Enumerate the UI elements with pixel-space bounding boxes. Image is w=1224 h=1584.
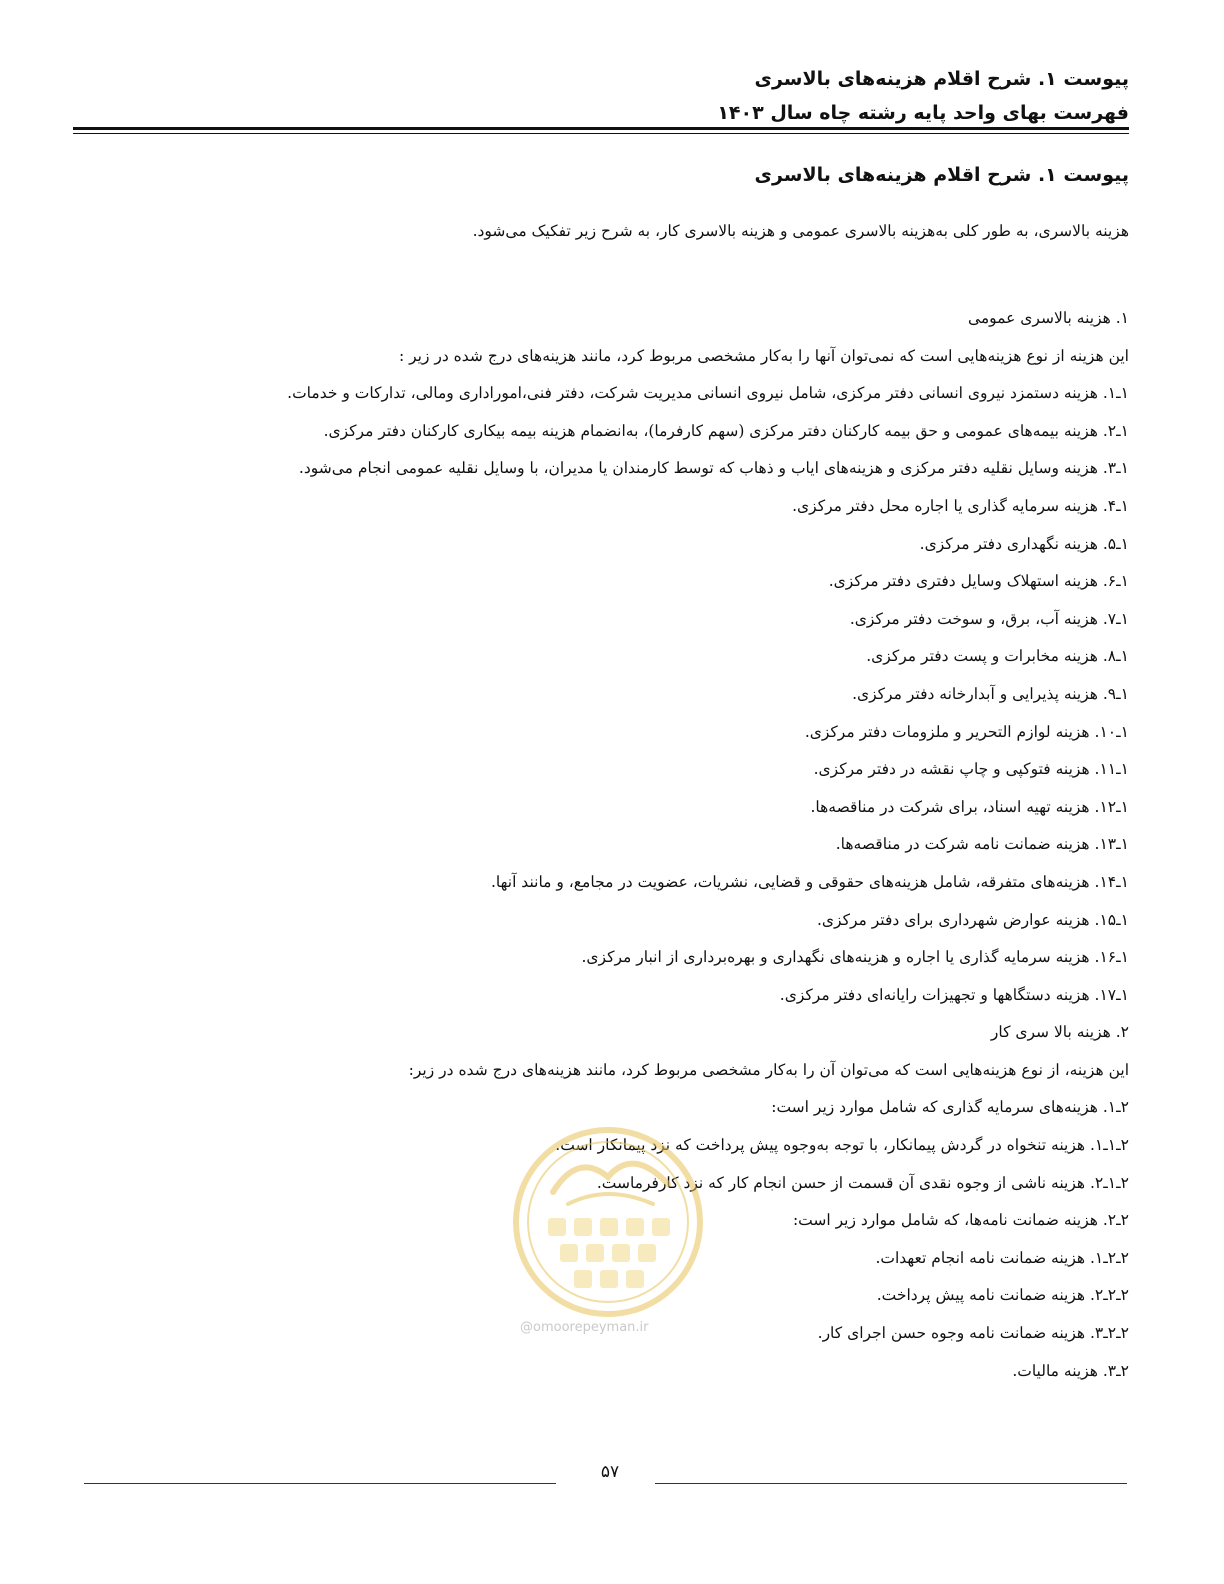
header-rule-thin	[73, 133, 1129, 134]
text-line: ۲ـ۲. هزینه ضمانت نامه‌ها، که شامل موارد زیر است:	[792, 1211, 1129, 1230]
text-line: ۲. هزینه بالا سری کار	[990, 1023, 1129, 1042]
text-line: ۱. هزینه بالاسری عمومی	[967, 309, 1129, 327]
text-line: ۱ـ۶. هزینه استهلاک وسایل دفتری دفتر مرکزی.	[828, 572, 1129, 591]
text-line: ۱ـ۹. هزینه پذیرایی و آبدارخانه دفتر مرکزی.	[852, 684, 1129, 703]
text-line: ۱ـ۱۳. هزینه ضمانت نامه شرکت در مناقصه‌ها.	[835, 835, 1129, 854]
footer-rule-left	[84, 1483, 556, 1484]
header-subtitle: فهرست بهای واحد پایه رشته چاه سال ۱۴۰۳	[717, 102, 1129, 124]
text-line: این هزینه، از نوع هزینه‌هایی است که می‌توان آن را به‌کار مشخصی مربوط کرد، مانند هزینه‌های درج شده در زیر:	[408, 1060, 1129, 1079]
text-line: این هزینه از نوع هزینه‌هایی است که نمی‌توان آنها را به‌کار مشخصی مربوط کرد، مانند هزینه‌های درج شده در زیر :	[398, 346, 1129, 365]
text-line: ۲ـ۱. هزینه‌های سرمایه گذاری که شامل موارد زیر است:	[771, 1098, 1129, 1117]
text-line: ۱ـ۸. هزینه مخابرات و پست دفتر مرکزی.	[866, 647, 1129, 666]
text-line: ۲ـ۳. هزینه مالیات.	[1012, 1361, 1129, 1380]
text-line: ۲ـ۱ـ۲. هزینه ناشی از وجوه نقدی آن قسمت از حسن انجام کار که نزد کارفرماست.	[596, 1173, 1129, 1192]
intro-paragraph: هزینه بالاسری، به طور کلی به‌هزینه بالاسری عمومی و هزینه بالاسری کار، به شرح زیر تفکیک می‌شود.	[472, 222, 1129, 240]
text-line: ۱ـ۴. هزینه سرمایه گذاری یا اجاره محل دفتر مرکزی.	[792, 496, 1129, 515]
watermark-seal-icon	[508, 1122, 708, 1322]
header-rule-thick	[73, 127, 1129, 130]
text-line: ۲ـ۲ـ۳. هزینه ضمانت نامه وجوه حسن اجرای کار.	[817, 1324, 1129, 1343]
text-line: ۲ـ۲ـ۲. هزینه ضمانت نامه پیش پرداخت.	[876, 1286, 1129, 1305]
text-line: ۱ـ۱۵. هزینه عوارض شهرداری برای دفتر مرکزی.	[816, 910, 1129, 929]
text-line: ۱ـ۱۷. هزینه دستگاهها و تجهیزات رایانه‌ای دفتر مرکزی.	[779, 985, 1129, 1004]
text-line: ۱ـ۵. هزینه نگهداری دفتر مرکزی.	[919, 534, 1129, 553]
text-line: ۱ـ۷. هزینه آب، برق، و سوخت دفتر مرکزی.	[849, 609, 1129, 628]
text-line: ۱ـ۱۱. هزینه فتوکپی و چاپ نقشه در دفتر مرکزی.	[813, 760, 1129, 779]
text-line: ۱ـ۱۴. هزینه‌های متفرقه، شامل هزینه‌های حقوقی و قضایی، نشریات، عضویت در مجامع، و مانند آنها.	[490, 872, 1129, 891]
text-line: ۱ـ۱۰. هزینه لوازم التحریر و ملزومات دفتر مرکزی.	[804, 722, 1129, 741]
page-number: ۵۷	[600, 1462, 620, 1482]
text-line: ۱ـ۱. هزینه دستمزد نیروی انسانی دفتر مرکزی، شامل نیروی انسانی مدیریت شرکت، دفتر فنی،اموراداری ومالی، تدارکات و خدمات.	[287, 384, 1129, 403]
watermark-url: @omoorepeyman.ir	[520, 1320, 649, 1335]
text-line: ۱ـ۲. هزینه بیمه‌های عمومی و حق بیمه کارکنان دفتر مرکزی (سهم کارفرما)، به‌انضمام هزینه بیمه بیکاری کارکنان دفتر مرکزی.	[323, 421, 1129, 440]
footer-rule-right	[655, 1483, 1127, 1484]
text-line: ۱ـ۳. هزینه وسایل نقلیه دفتر مرکزی و هزینه‌های ایاب و ذهاب که توسط کارمندان یا مدیران، با وسایل نقلیه عمومی انجام می‌شود.	[298, 459, 1129, 478]
section-title: پیوست ۱. شرح اقلام هزینه‌های بالاسری	[754, 164, 1129, 186]
text-line: ۲ـ۲ـ۱. هزینه ضمانت نامه انجام تعهدات.	[875, 1248, 1129, 1267]
header-title: پیوست ۱. شرح اقلام هزینه‌های بالاسری	[754, 68, 1129, 90]
text-line: ۱ـ۱۶. هزینه سرمایه گذاری یا اجاره و هزینه‌های نگهداری و بهره‌برداری از انبار مرکزی.	[581, 948, 1129, 967]
text-line: ۲ـ۱ـ۱. هزینه تنخواه در گردش پیمانکار، با توجه به‌وجوه پیش پرداخت که نزد پیمانکار است.	[555, 1136, 1129, 1155]
text-line: ۱ـ۱۲. هزینه تهیه اسناد، برای شرکت در مناقصه‌ها.	[810, 797, 1129, 816]
page-header	[73, 62, 1129, 130]
